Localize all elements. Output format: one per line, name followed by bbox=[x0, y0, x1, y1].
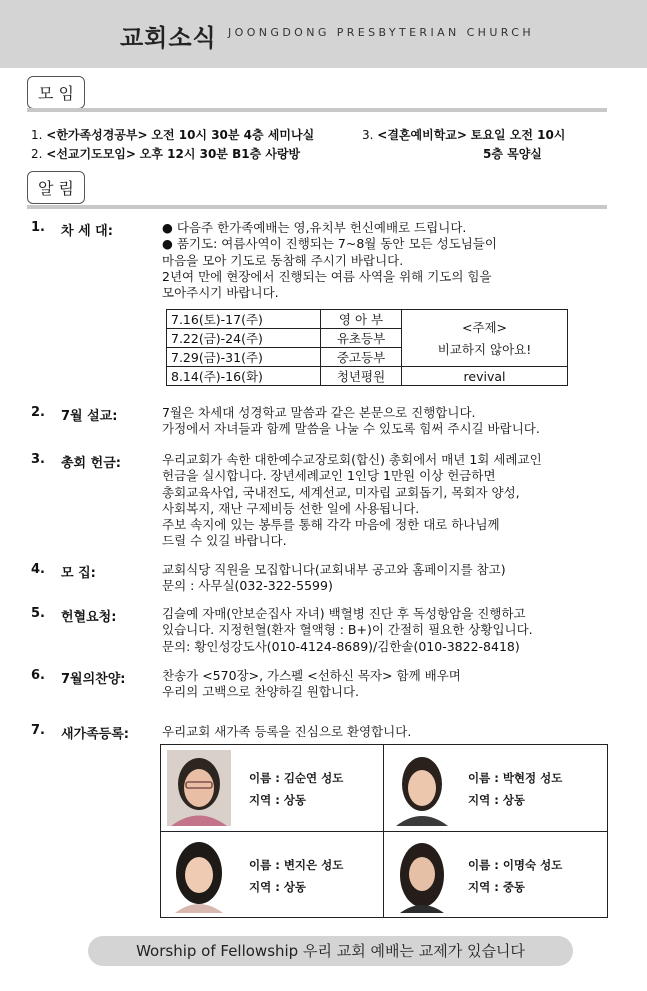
member-area: 지역 : 상동 bbox=[468, 793, 526, 807]
schedule-dept: 영 아 부 bbox=[321, 310, 402, 329]
section-body-recruit: 교회식당 직원을 모집합니다(교회내부 공고와 홈페이지를 참고) 문의 : 사무실(032-322-5599) bbox=[162, 562, 506, 594]
meeting-item-3: 3. <결혼예비학교> 토요일 오전 10시 bbox=[362, 128, 566, 142]
schedule-dept: 중고등부 bbox=[321, 348, 402, 367]
schedule-theme: <주제> 비교하지 않아요! bbox=[402, 310, 568, 367]
table-row bbox=[167, 367, 568, 386]
section-number: 5. bbox=[31, 606, 45, 621]
section-label-new-family: 새가족등록: bbox=[61, 727, 129, 742]
divider bbox=[27, 205, 607, 209]
divider bbox=[27, 108, 607, 112]
section-label-sermon: 7월 설교: bbox=[61, 409, 118, 424]
section-body-sermon: 7월은 차세대 성경학교 말씀과 같은 본문으로 진행합니다. 가정에서 자녀들과 함께 말씀을 나눌 수 있도록 힘써 주시길 바랍니다. bbox=[162, 405, 540, 437]
notice-section-tag: 알 림 bbox=[27, 171, 85, 204]
schedule-date: 7.29(금)-31(주) bbox=[167, 348, 321, 367]
section-body-hymn: 찬송가 <570장>, 가스펠 <선하신 목자> 함께 배우며 우리의 고백으로 찬양하길 원합니다. bbox=[162, 668, 461, 700]
meeting-item-2: 2. <선교기도모임> 오후 12시 30분 B1층 사랑방 bbox=[31, 147, 301, 161]
member-photo bbox=[390, 837, 454, 913]
section-label-hymn: 7월의찬양: bbox=[61, 672, 126, 687]
section-label-next-gen: 차 세 대: bbox=[61, 224, 113, 239]
schedule-dept: 청년평원 bbox=[321, 367, 402, 386]
member-name: 이름 : 김순연 성도 bbox=[249, 771, 344, 785]
section-body-next-gen: ● 다음주 한가족예배는 영,유치부 헌신예배로 드립니다. ● 품기도: 여름사역이 진행되는 7~8월 동안 모든 성도님들이 마음을 모아 기도로 동참해 주시기 바랍니다. 2년여 만에 현장에서 진행되는 여름 사역을 위해 기도의 힘을 모아주시기 바랍니다. bbox=[162, 220, 497, 301]
member-card bbox=[384, 745, 607, 831]
section-number: 2. bbox=[31, 405, 45, 420]
church-name: JOONGDONG PRESBYTERIAN CHURCH bbox=[228, 26, 535, 39]
section-label-offering: 총회 헌금: bbox=[61, 456, 121, 471]
schedule-dept: 유초등부 bbox=[321, 329, 402, 348]
section-number: 3. bbox=[31, 452, 45, 467]
header-bar bbox=[0, 0, 647, 68]
meeting-item-1: 1. <한가족성경공부> 오전 10시 30분 4층 세미나실 bbox=[31, 128, 315, 142]
schedule-date: 7.22(금)-24(주) bbox=[167, 329, 321, 348]
section-number: 4. bbox=[31, 562, 45, 577]
meeting-item-3-location: 5층 목양실 bbox=[483, 147, 542, 161]
schedule-date: 8.14(주)-16(화) bbox=[167, 367, 321, 386]
section-body-new-family: 우리교회 새가족 등록을 진심으로 환영합니다. bbox=[162, 724, 412, 739]
member-photo bbox=[390, 750, 454, 826]
member-photo bbox=[167, 750, 231, 826]
section-body-offering: 우리교회가 속한 대한예수교장로회(합신) 총회에서 매년 1회 세례교인 헌금을 실시합니다. 장년세례교인 1인당 1만원 이상 헌금하면 총회교육사업, 국내전도, 세계선교, 미자립 교회돕기, 목회자 양성, 사회복지, 재난 구제비등 선한 일에 사용됩니다. 주보 속지에 있는 봉투를 통해 각각 마음에 정한 대로 하나님께 드릴 수 있길 바랍니다. bbox=[162, 452, 542, 549]
member-area: 지역 : 상동 bbox=[249, 793, 307, 807]
member-name: 이름 : 박현정 성도 bbox=[468, 771, 563, 785]
section-label-blood: 헌혈요청: bbox=[61, 610, 117, 625]
schedule-theme-last: revival bbox=[402, 367, 568, 386]
section-number: 1. bbox=[31, 220, 45, 235]
summer-ministry-table bbox=[166, 309, 568, 386]
section-body-blood: 김슬예 자매(안보순집사 자녀) 백혈병 진단 후 독성항암을 진행하고 있습니다. 지정헌혈(환자 혈액형 : B+)이 간절히 필요한 상황입니다. 문의: 황인성강도사(010-4124-8689)/김한솔(010-3822-8418) bbox=[162, 606, 533, 654]
member-name: 이름 : 이명숙 성도 bbox=[468, 858, 563, 872]
footer-banner: Worship of Fellowship 우리 교회 예배는 교제가 있습니다 bbox=[88, 936, 573, 966]
member-name: 이름 : 변지은 성도 bbox=[249, 858, 344, 872]
member-card bbox=[384, 832, 607, 918]
section-number: 6. bbox=[31, 668, 45, 683]
member-photo bbox=[167, 837, 231, 913]
section-number: 7. bbox=[31, 723, 45, 738]
member-area: 지역 : 상동 bbox=[249, 880, 307, 894]
member-card bbox=[161, 745, 384, 831]
new-member-grid bbox=[160, 744, 608, 918]
meeting-section-tag: 모 임 bbox=[27, 76, 85, 109]
member-card bbox=[161, 832, 384, 918]
page-title: 교회소식 bbox=[120, 24, 217, 52]
schedule-date: 7.16(토)-17(주) bbox=[167, 310, 321, 329]
table-row bbox=[167, 310, 568, 329]
member-area: 지역 : 중동 bbox=[468, 880, 526, 894]
section-label-recruit: 모 집: bbox=[61, 566, 96, 581]
